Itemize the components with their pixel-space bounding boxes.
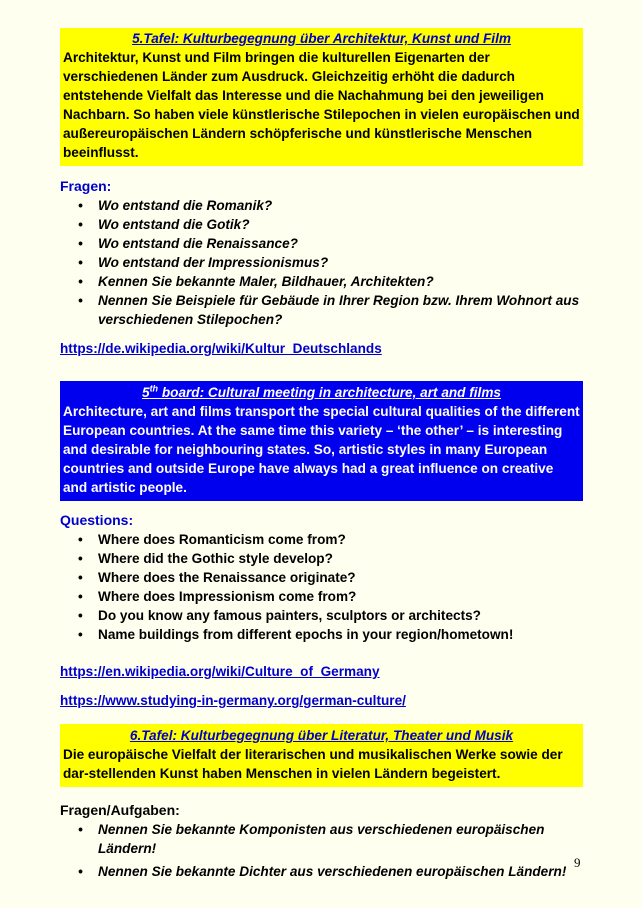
list-item: • Do you know any famous painters, sculptors or architects? xyxy=(78,608,481,623)
bullet-icon: • xyxy=(78,864,83,879)
board5-de-questions-label: Fragen: xyxy=(60,178,112,194)
list-item: • Nennen Sie Beispiele für Gebäude in Ihrer Region bzw. Ihrem Wohnort aus verschiedenen Stilepochen? xyxy=(78,293,580,327)
board6-de-box xyxy=(60,724,583,787)
list-item: • Where does the Renaissance originate? xyxy=(78,570,356,585)
studying-in-germany-link[interactable]: https://www.studying-in-germany.org/german-culture/ xyxy=(60,693,406,708)
bullet-icon: • xyxy=(78,822,83,837)
board5-en-box xyxy=(60,381,583,501)
board5-de-questions xyxy=(60,196,583,329)
board5-en-questions xyxy=(60,530,583,644)
board5-de-body: Architektur, Kunst und Film bringen die kulturellen Eigenarten der verschiedenen Länder zum Ausdruck. Gleichzeitig erhöht die dadurch entstehende Vielfalt das Interesse und die Nachahmung bei den jeweiligen Nachbarn. So haben viele künstlerische Stilepochen in vielen europäischen und außereuropäischen Ländern schöpferische und künstlerische Menschen beeinflusst. xyxy=(63,50,580,160)
culture-of-germany-link[interactable]: https://en.wikipedia.org/wiki/Culture_of_Germany xyxy=(60,664,380,679)
list-item: • Where does Romanticism come from? xyxy=(78,532,346,547)
list-item: • Where does Impressionism come from? xyxy=(78,589,357,604)
board6-de-title: 6.Tafel: Kulturbegegnung über Literatur, Theater und Musik xyxy=(129,728,514,743)
list-item: • Wo entstand die Renaissance? xyxy=(78,236,298,251)
list-item: • Wo entstand der Impressionismus? xyxy=(78,255,329,270)
bullet-icon: • xyxy=(78,217,83,232)
list-item: • Name buildings from different epochs in your region/hometown! xyxy=(78,627,514,642)
list-item: • Nennen Sie bekannte Dichter aus verschiedenen europäischen Ländern! xyxy=(78,864,567,879)
list-item: • Nennen Sie bekannte Komponisten aus verschiedenen europäischen Ländern! xyxy=(78,822,545,856)
board5-en-title: 5th board: Cultural meeting in architecture, art and films xyxy=(142,383,501,400)
kultur-deutschlands-link[interactable]: https://de.wikipedia.org/wiki/Kultur_Deutschlands xyxy=(60,341,382,356)
board5-de-box xyxy=(60,28,583,166)
list-item: • Wo entstand die Romanik? xyxy=(78,198,273,213)
bullet-icon: • xyxy=(78,198,83,213)
bullet-icon: • xyxy=(78,293,83,308)
board5-de-title: 5.Tafel: Kulturbegegnung über Architektur, Kunst und Film xyxy=(132,31,511,46)
bullet-icon: • xyxy=(78,608,83,623)
bullet-icon: • xyxy=(78,551,83,566)
board6-de-questions-label: Fragen/Aufgaben: xyxy=(60,802,180,818)
board5-en-body: Architecture, art and films transport the special cultural qualities of the different European countries. At the same time this variety – ‘the other’ – is interesting and desirable for neighbouring states. So, artistic styles in many European countries and outside Europe have always had a great influence on creative and artistic people. xyxy=(63,404,580,495)
bullet-icon: • xyxy=(78,236,83,251)
board5-en-questions-label: Questions: xyxy=(60,512,134,528)
bullet-icon: • xyxy=(78,589,83,604)
bullet-icon: • xyxy=(78,532,83,547)
list-item: • Where did the Gothic style develop? xyxy=(78,551,333,566)
bullet-icon: • xyxy=(78,627,83,642)
bullet-icon: • xyxy=(78,274,83,289)
page-content xyxy=(60,28,583,881)
list-item: • Wo entstand die Gotik? xyxy=(78,217,250,232)
bullet-icon: • xyxy=(78,570,83,585)
list-item: • Kennen Sie bekannte Maler, Bildhauer, Architekten? xyxy=(78,274,434,289)
board6-de-body: Die europäische Vielfalt der literarischen und musikalischen Werke sowie der dar-stellenden Kunst haben Menschen in vielen Ländern begeistert. xyxy=(63,747,563,781)
board6-de-questions xyxy=(60,820,583,881)
page-number: 9 xyxy=(574,855,581,870)
bullet-icon: • xyxy=(78,255,83,270)
